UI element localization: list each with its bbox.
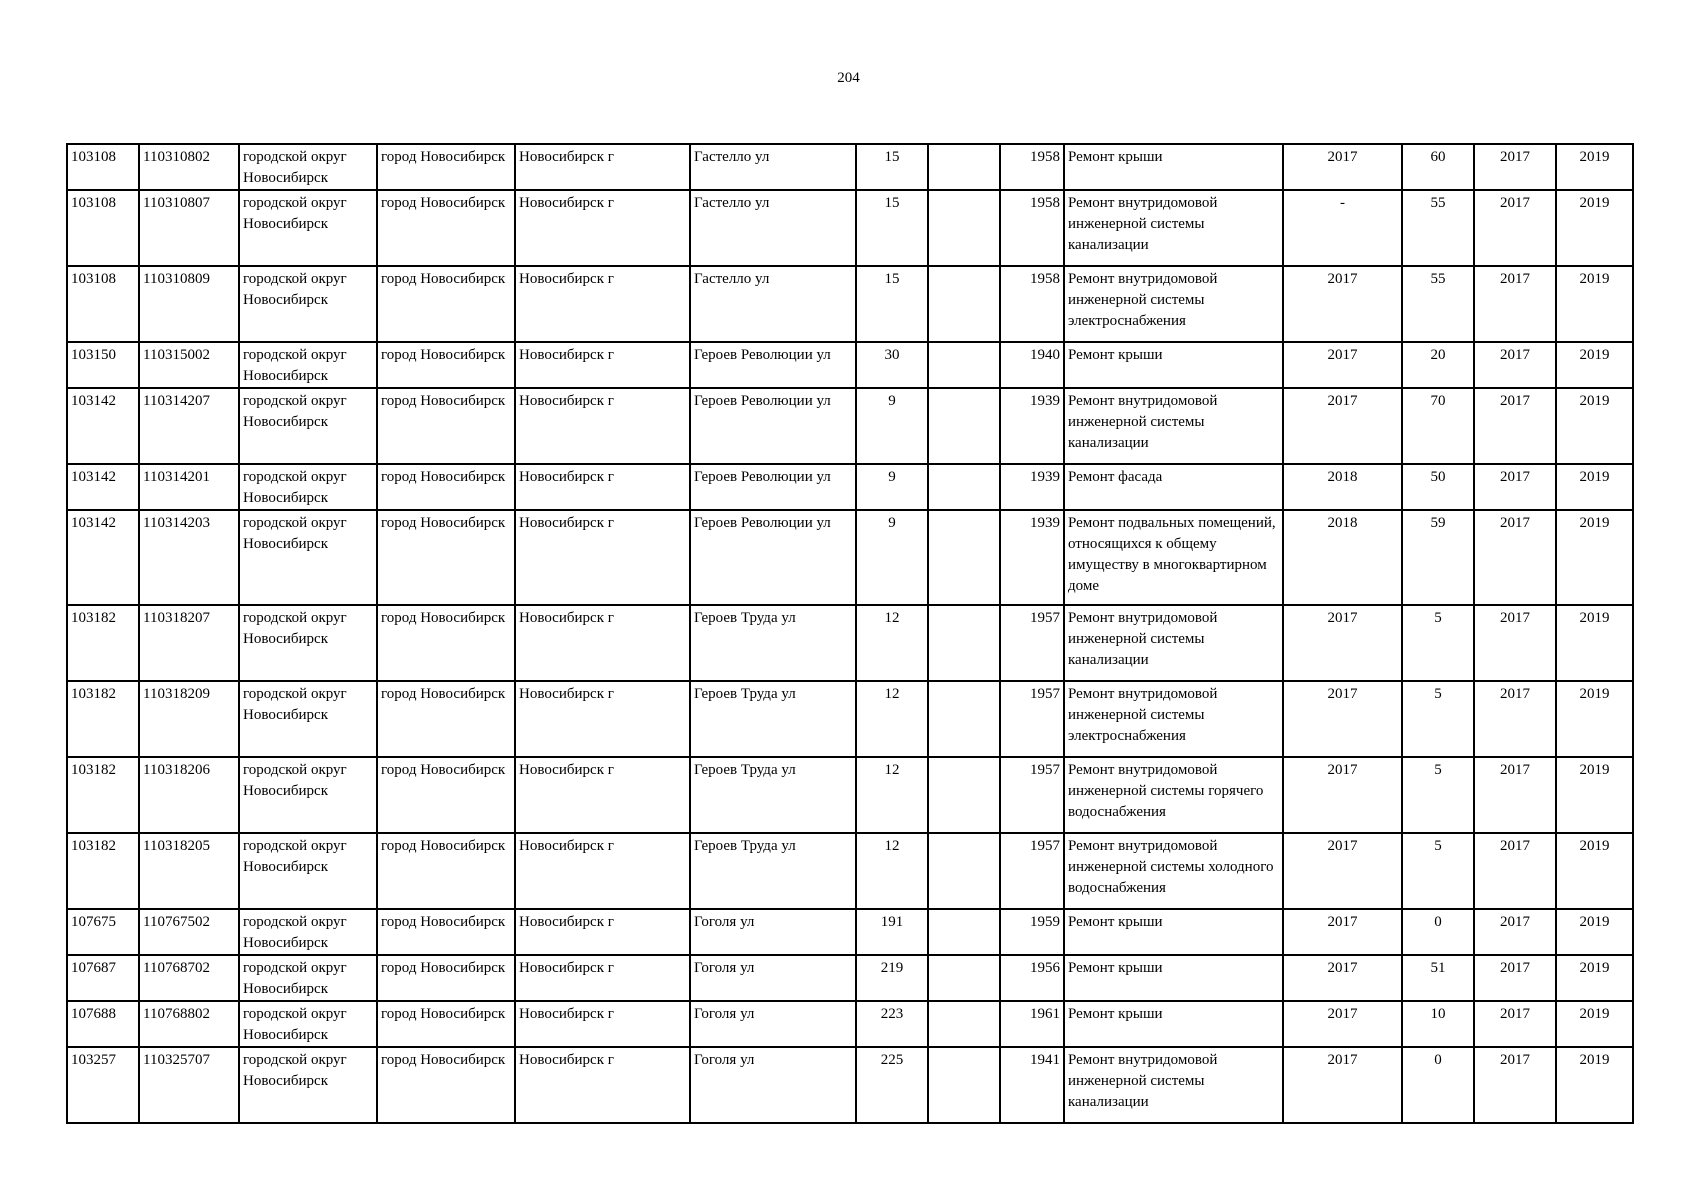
cell-planned-year: 2017	[1283, 144, 1402, 190]
cell-wear-percent: 5	[1402, 605, 1474, 681]
cell-period-start: 2017	[1474, 1001, 1556, 1047]
cell-work-type: Ремонт внутридомовой инженерной системы холодного водоснабжения	[1064, 833, 1283, 909]
cell-settlement: город Новосибирск	[377, 266, 515, 342]
cell-city: Новосибирск г	[515, 1047, 690, 1123]
cell-period-start: 2017	[1474, 757, 1556, 833]
cell-municipality: городской округ Новосибирск	[239, 909, 377, 955]
cell-house-number: 15	[856, 144, 928, 190]
cell-municipality: городской округ Новосибирск	[239, 342, 377, 388]
cell-record-id: 110768702	[139, 955, 239, 1001]
cell-municipality: городской округ Новосибирск	[239, 1001, 377, 1047]
cell-work-type: Ремонт внутридомовой инженерной системы канализации	[1064, 190, 1283, 266]
cell-city: Новосибирск г	[515, 955, 690, 1001]
cell-house-id: 103150	[67, 342, 139, 388]
cell-period-start: 2017	[1474, 1047, 1556, 1123]
cell-house-id: 103142	[67, 464, 139, 510]
cell-city: Новосибирск г	[515, 681, 690, 757]
cell-year-built: 1958	[1000, 190, 1064, 266]
cell-house-number: 219	[856, 955, 928, 1001]
cell-house-id: 103108	[67, 266, 139, 342]
cell-period-start: 2017	[1474, 144, 1556, 190]
table-row	[67, 955, 1633, 1001]
cell-wear-percent: 59	[1402, 510, 1474, 605]
cell-period-end: 2019	[1556, 833, 1633, 909]
cell-settlement: город Новосибирск	[377, 388, 515, 464]
cell-period-start: 2017	[1474, 342, 1556, 388]
cell-building	[928, 190, 1000, 266]
cell-planned-year: 2018	[1283, 464, 1402, 510]
cell-building	[928, 955, 1000, 1001]
cell-record-id: 110315002	[139, 342, 239, 388]
cell-municipality: городской округ Новосибирск	[239, 190, 377, 266]
cell-record-id: 110767502	[139, 909, 239, 955]
cell-street: Героев Революции ул	[690, 342, 856, 388]
table-row	[67, 1047, 1633, 1123]
cell-city: Новосибирск г	[515, 605, 690, 681]
cell-settlement: город Новосибирск	[377, 144, 515, 190]
cell-settlement: город Новосибирск	[377, 342, 515, 388]
cell-period-end: 2019	[1556, 605, 1633, 681]
cell-wear-percent: 5	[1402, 681, 1474, 757]
cell-period-start: 2017	[1474, 510, 1556, 605]
cell-period-start: 2017	[1474, 681, 1556, 757]
cell-work-type: Ремонт фасада	[1064, 464, 1283, 510]
cell-record-id: 110310802	[139, 144, 239, 190]
cell-city: Новосибирск г	[515, 388, 690, 464]
cell-settlement: город Новосибирск	[377, 605, 515, 681]
cell-municipality: городской округ Новосибирск	[239, 681, 377, 757]
cell-record-id: 110318207	[139, 605, 239, 681]
cell-house-id: 107688	[67, 1001, 139, 1047]
cell-period-end: 2019	[1556, 510, 1633, 605]
cell-year-built: 1939	[1000, 510, 1064, 605]
cell-year-built: 1959	[1000, 909, 1064, 955]
cell-year-built: 1958	[1000, 144, 1064, 190]
cell-wear-percent: 20	[1402, 342, 1474, 388]
table-row	[67, 342, 1633, 388]
cell-record-id: 110768802	[139, 1001, 239, 1047]
cell-year-built: 1957	[1000, 757, 1064, 833]
cell-planned-year: 2017	[1283, 266, 1402, 342]
cell-wear-percent: 60	[1402, 144, 1474, 190]
cell-year-built: 1961	[1000, 1001, 1064, 1047]
cell-wear-percent: 0	[1402, 909, 1474, 955]
cell-house-id: 103182	[67, 757, 139, 833]
cell-planned-year: 2017	[1283, 605, 1402, 681]
cell-period-start: 2017	[1474, 909, 1556, 955]
cell-city: Новосибирск г	[515, 342, 690, 388]
cell-record-id: 110325707	[139, 1047, 239, 1123]
cell-year-built: 1939	[1000, 388, 1064, 464]
cell-period-end: 2019	[1556, 955, 1633, 1001]
cell-planned-year: 2017	[1283, 909, 1402, 955]
cell-city: Новосибирск г	[515, 510, 690, 605]
cell-settlement: город Новосибирск	[377, 1001, 515, 1047]
cell-house-id: 103108	[67, 190, 139, 266]
cell-house-id: 103182	[67, 605, 139, 681]
cell-record-id: 110310807	[139, 190, 239, 266]
cell-year-built: 1957	[1000, 605, 1064, 681]
cell-house-id: 107675	[67, 909, 139, 955]
cell-period-end: 2019	[1556, 464, 1633, 510]
cell-settlement: город Новосибирск	[377, 909, 515, 955]
cell-municipality: городской округ Новосибирск	[239, 266, 377, 342]
cell-house-id: 103257	[67, 1047, 139, 1123]
repair-registry-table	[66, 143, 1634, 1124]
cell-street: Героев Революции ул	[690, 464, 856, 510]
table-row	[67, 833, 1633, 909]
cell-municipality: городской округ Новосибирск	[239, 605, 377, 681]
cell-work-type: Ремонт крыши	[1064, 1001, 1283, 1047]
cell-house-id: 103142	[67, 388, 139, 464]
cell-building	[928, 757, 1000, 833]
cell-house-number: 225	[856, 1047, 928, 1123]
cell-settlement: город Новосибирск	[377, 190, 515, 266]
cell-wear-percent: 51	[1402, 955, 1474, 1001]
cell-house-number: 223	[856, 1001, 928, 1047]
cell-settlement: город Новосибирск	[377, 681, 515, 757]
cell-city: Новосибирск г	[515, 190, 690, 266]
cell-year-built: 1939	[1000, 464, 1064, 510]
cell-house-id: 103182	[67, 681, 139, 757]
cell-work-type: Ремонт внутридомовой инженерной системы канализации	[1064, 388, 1283, 464]
cell-city: Новосибирск г	[515, 144, 690, 190]
cell-period-end: 2019	[1556, 1047, 1633, 1123]
cell-house-number: 12	[856, 681, 928, 757]
cell-planned-year: 2017	[1283, 1001, 1402, 1047]
cell-city: Новосибирск г	[515, 1001, 690, 1047]
cell-period-end: 2019	[1556, 909, 1633, 955]
cell-municipality: городской округ Новосибирск	[239, 955, 377, 1001]
cell-period-end: 2019	[1556, 144, 1633, 190]
cell-wear-percent: 10	[1402, 1001, 1474, 1047]
cell-house-id: 103108	[67, 144, 139, 190]
cell-street: Гастелло ул	[690, 266, 856, 342]
cell-work-type: Ремонт крыши	[1064, 342, 1283, 388]
cell-house-number: 12	[856, 605, 928, 681]
cell-year-built: 1941	[1000, 1047, 1064, 1123]
cell-street: Гоголя ул	[690, 1001, 856, 1047]
table-row	[67, 605, 1633, 681]
cell-period-start: 2017	[1474, 464, 1556, 510]
cell-planned-year: 2017	[1283, 681, 1402, 757]
cell-street: Гоголя ул	[690, 955, 856, 1001]
cell-year-built: 1957	[1000, 681, 1064, 757]
cell-period-end: 2019	[1556, 1001, 1633, 1047]
cell-record-id: 110314203	[139, 510, 239, 605]
cell-building	[928, 605, 1000, 681]
table-row	[67, 510, 1633, 605]
cell-record-id: 110314201	[139, 464, 239, 510]
cell-settlement: город Новосибирск	[377, 833, 515, 909]
cell-period-start: 2017	[1474, 605, 1556, 681]
cell-period-end: 2019	[1556, 388, 1633, 464]
cell-building	[928, 833, 1000, 909]
cell-record-id: 110318205	[139, 833, 239, 909]
cell-building	[928, 342, 1000, 388]
cell-planned-year: 2018	[1283, 510, 1402, 605]
cell-house-id: 103142	[67, 510, 139, 605]
cell-house-number: 9	[856, 510, 928, 605]
cell-year-built: 1957	[1000, 833, 1064, 909]
table-row	[67, 757, 1633, 833]
cell-building	[928, 464, 1000, 510]
cell-city: Новосибирск г	[515, 833, 690, 909]
cell-house-number: 191	[856, 909, 928, 955]
table-row	[67, 190, 1633, 266]
cell-street: Гастелло ул	[690, 190, 856, 266]
cell-period-end: 2019	[1556, 757, 1633, 833]
table-row	[67, 464, 1633, 510]
cell-municipality: городской округ Новосибирск	[239, 388, 377, 464]
cell-house-number: 9	[856, 464, 928, 510]
cell-municipality: городской округ Новосибирск	[239, 510, 377, 605]
cell-street: Гастелло ул	[690, 144, 856, 190]
cell-street: Гоголя ул	[690, 909, 856, 955]
cell-period-end: 2019	[1556, 266, 1633, 342]
cell-street: Героев Труда ул	[690, 605, 856, 681]
cell-street: Героев Труда ул	[690, 757, 856, 833]
cell-planned-year: 2017	[1283, 757, 1402, 833]
cell-settlement: город Новосибирск	[377, 510, 515, 605]
cell-municipality: городской округ Новосибирск	[239, 757, 377, 833]
cell-planned-year: 2017	[1283, 388, 1402, 464]
cell-period-start: 2017	[1474, 955, 1556, 1001]
cell-building	[928, 144, 1000, 190]
cell-work-type: Ремонт крыши	[1064, 909, 1283, 955]
cell-wear-percent: 5	[1402, 757, 1474, 833]
cell-work-type: Ремонт внутридомовой инженерной системы канализации	[1064, 605, 1283, 681]
cell-building	[928, 1001, 1000, 1047]
table-row	[67, 266, 1633, 342]
cell-period-start: 2017	[1474, 388, 1556, 464]
cell-planned-year: 2017	[1283, 955, 1402, 1001]
cell-street: Героев Труда ул	[690, 681, 856, 757]
cell-work-type: Ремонт подвальных помещений, относящихся к общему имуществу в многоквартирном доме	[1064, 510, 1283, 605]
cell-house-id: 103182	[67, 833, 139, 909]
cell-work-type: Ремонт крыши	[1064, 144, 1283, 190]
table-body	[67, 144, 1633, 1123]
cell-city: Новосибирск г	[515, 757, 690, 833]
cell-building	[928, 1047, 1000, 1123]
cell-house-number: 30	[856, 342, 928, 388]
cell-wear-percent: 0	[1402, 1047, 1474, 1123]
cell-period-end: 2019	[1556, 190, 1633, 266]
table-row	[67, 388, 1633, 464]
cell-wear-percent: 50	[1402, 464, 1474, 510]
table-row	[67, 909, 1633, 955]
cell-wear-percent: 5	[1402, 833, 1474, 909]
cell-work-type: Ремонт внутридомовой инженерной системы горячего водоснабжения	[1064, 757, 1283, 833]
cell-settlement: город Новосибирск	[377, 757, 515, 833]
cell-settlement: город Новосибирск	[377, 464, 515, 510]
cell-year-built: 1940	[1000, 342, 1064, 388]
cell-work-type: Ремонт внутридомовой инженерной системы электроснабжения	[1064, 681, 1283, 757]
cell-building	[928, 681, 1000, 757]
cell-house-number: 12	[856, 757, 928, 833]
cell-city: Новосибирск г	[515, 266, 690, 342]
cell-house-number: 15	[856, 190, 928, 266]
cell-year-built: 1956	[1000, 955, 1064, 1001]
cell-record-id: 110318206	[139, 757, 239, 833]
cell-planned-year: 2017	[1283, 833, 1402, 909]
cell-building	[928, 909, 1000, 955]
cell-wear-percent: 55	[1402, 190, 1474, 266]
table-row	[67, 681, 1633, 757]
cell-period-start: 2017	[1474, 190, 1556, 266]
cell-planned-year: 2017	[1283, 342, 1402, 388]
cell-period-end: 2019	[1556, 342, 1633, 388]
cell-house-number: 12	[856, 833, 928, 909]
cell-work-type: Ремонт внутридомовой инженерной системы канализации	[1064, 1047, 1283, 1123]
cell-city: Новосибирск г	[515, 464, 690, 510]
cell-house-number: 15	[856, 266, 928, 342]
cell-planned-year: 2017	[1283, 1047, 1402, 1123]
cell-wear-percent: 70	[1402, 388, 1474, 464]
cell-settlement: город Новосибирск	[377, 955, 515, 1001]
cell-record-id: 110314207	[139, 388, 239, 464]
cell-period-start: 2017	[1474, 833, 1556, 909]
cell-building	[928, 266, 1000, 342]
cell-building	[928, 510, 1000, 605]
cell-street: Героев Революции ул	[690, 388, 856, 464]
cell-municipality: городской округ Новосибирск	[239, 1047, 377, 1123]
cell-street: Героев Труда ул	[690, 833, 856, 909]
cell-year-built: 1958	[1000, 266, 1064, 342]
cell-record-id: 110318209	[139, 681, 239, 757]
table-row	[67, 144, 1633, 190]
cell-wear-percent: 55	[1402, 266, 1474, 342]
cell-period-end: 2019	[1556, 681, 1633, 757]
cell-period-start: 2017	[1474, 266, 1556, 342]
cell-work-type: Ремонт внутридомовой инженерной системы электроснабжения	[1064, 266, 1283, 342]
table-row	[67, 1001, 1633, 1047]
cell-building	[928, 388, 1000, 464]
cell-house-number: 9	[856, 388, 928, 464]
page-number: 204	[837, 70, 860, 86]
cell-city: Новосибирск г	[515, 909, 690, 955]
cell-municipality: городской округ Новосибирск	[239, 144, 377, 190]
cell-municipality: городской округ Новосибирск	[239, 464, 377, 510]
cell-settlement: город Новосибирск	[377, 1047, 515, 1123]
cell-record-id: 110310809	[139, 266, 239, 342]
cell-municipality: городской округ Новосибирск	[239, 833, 377, 909]
cell-planned-year: -	[1283, 190, 1402, 266]
cell-street: Героев Революции ул	[690, 510, 856, 605]
cell-street: Гоголя ул	[690, 1047, 856, 1123]
cell-work-type: Ремонт крыши	[1064, 955, 1283, 1001]
cell-house-id: 107687	[67, 955, 139, 1001]
